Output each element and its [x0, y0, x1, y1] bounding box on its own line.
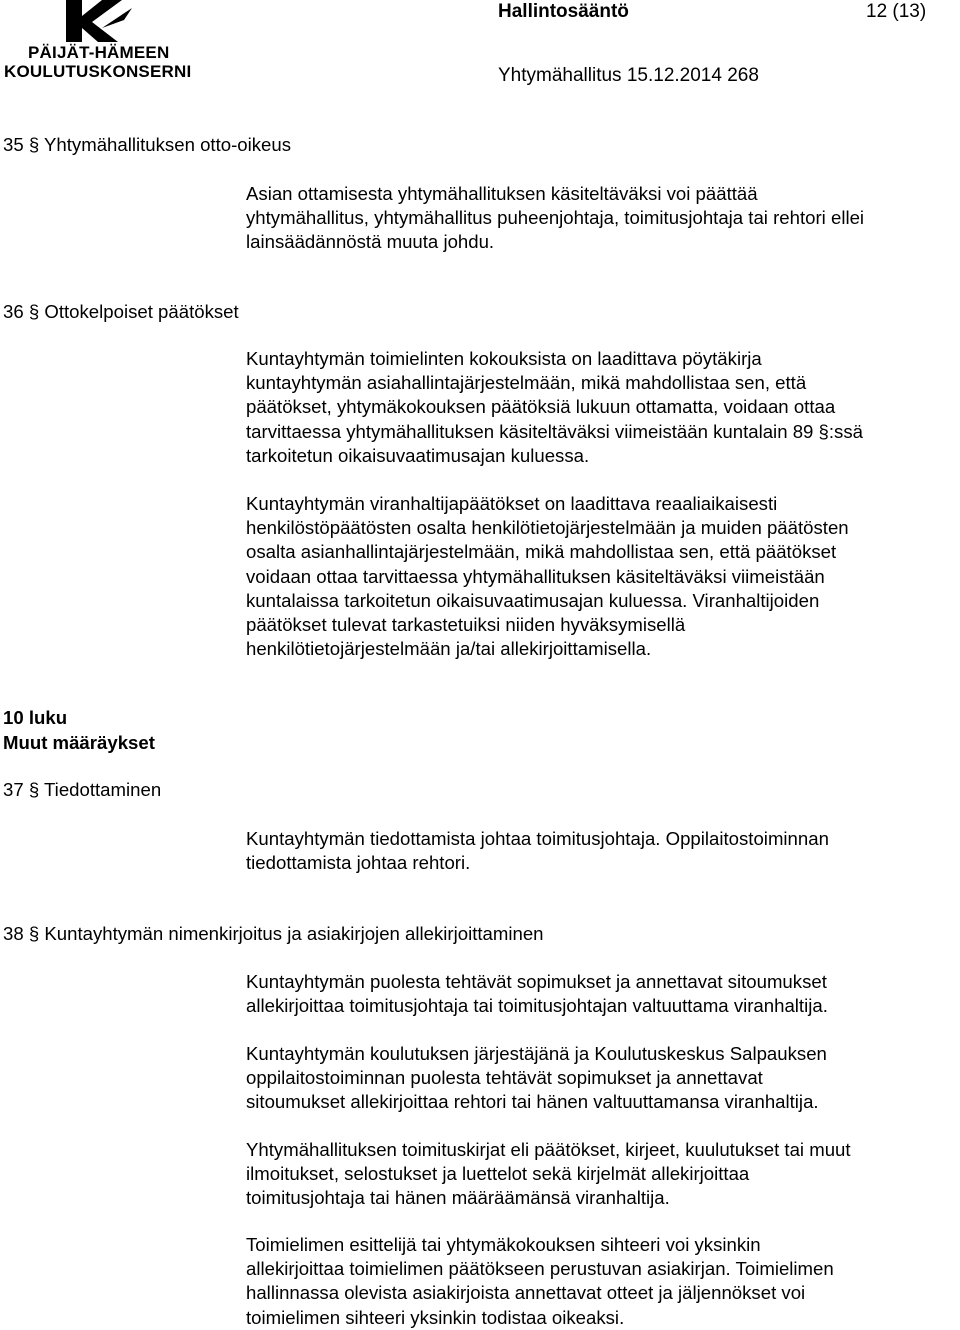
logo-text-line1: PÄIJÄT-HÄMEEN	[28, 43, 170, 62]
paragraph	[246, 827, 946, 875]
text-line: kuntayhtymän asiahallintajärjestelmään, mikä mahdollistaa sen, että	[246, 372, 807, 394]
text-line: Kuntayhtymän koulutuksen järjestäjänä ja Koulutuskeskus Salpauksen	[246, 1043, 827, 1064]
text-line: Toimielimen esittelijä tai yhtymäkokouksen sihteeri voi yksinkin	[246, 1234, 761, 1255]
text-line: tarkoitetun oikaisuvaatimusajan kuluessa.	[246, 444, 590, 466]
paragraph	[246, 1233, 946, 1330]
text-line: toimielimen sihteeri yksinkin todistaa oikeaksi.	[246, 1306, 625, 1328]
text-line: yhtymähallitus, yhtymähallitus puheenjohtaja, toimitusjohtaja tai rehtori ellei	[246, 207, 865, 229]
section-heading-36: 36 § Ottokelpoiset päätökset	[3, 301, 239, 322]
chapter-title: Muut määräykset	[3, 732, 155, 753]
section-heading-38: 38 § Kuntayhtymän nimenkirjoitus ja asiakirjojen allekirjoittaminen	[3, 923, 544, 944]
paragraph	[246, 1138, 946, 1211]
logo-text-line2: KOULUTUSKONSERNI	[4, 62, 192, 81]
page-number: 12 (13)	[866, 1, 927, 22]
text-line: Kuntayhtymän viranhaltijapäätökset on laadittava reaaliaikaisesti	[246, 493, 778, 514]
text-line: Kuntayhtymän toimielinten kokouksista on laadittava pöytäkirja	[246, 348, 762, 369]
text-line: oppilaitostoiminnan puolesta tehtävät sopimukset ja annettavat	[246, 1067, 763, 1089]
text-line: Kuntayhtymän puolesta tehtävät sopimukset ja annettavat sitoumukset	[246, 971, 827, 992]
document-title: Hallintosääntö	[498, 1, 629, 22]
text-line: toimitusjohtaja tai hänen määräämänsä viranhaltija.	[246, 1187, 670, 1209]
text-line: Asian ottamisesta yhtymähallituksen käsiteltäväksi voi päättää	[246, 183, 758, 204]
paragraph	[246, 492, 946, 661]
section-heading-37: 37 § Tiedottaminen	[3, 779, 162, 800]
text-line: sitoumukset allekirjoittaa rehtori tai hänen valtuuttamansa viranhaltija.	[246, 1091, 819, 1113]
text-line: osalta asianhallintajärjestelmään, mikä mahdollistaa sen, että päätökset	[246, 541, 837, 563]
text-line: tiedottamista johtaa rehtori.	[246, 852, 471, 874]
paragraph	[246, 1042, 946, 1115]
text-line: ilmoitukset, selostukset ja luettelot sekä kirjelmät allekirjoittaa	[246, 1163, 750, 1185]
section-heading-35: 35 § Yhtymähallituksen otto-oikeus	[3, 134, 292, 155]
text-line: henkilöstöpäätösten osalta henkilötietojärjestelmään ja muiden päätösten	[246, 517, 849, 539]
meeting-reference: Yhtymähallitus 15.12.2014 268	[498, 65, 759, 86]
text-line: hallinnassa olevista asiakirjoista annettavat otteet ja jäljennökset voi	[246, 1282, 806, 1304]
text-line: Kuntayhtymän tiedottamista johtaa toimitusjohtaja. Oppilaitostoiminnan	[246, 828, 829, 849]
logo-k-icon	[62, 0, 134, 42]
organization-logo	[4, 0, 194, 84]
paragraph	[246, 970, 946, 1018]
text-line: allekirjoittaa toimielimen päätökseen perustuvan asiakirjan. Toimielimen	[246, 1258, 834, 1280]
text-line: voidaan ottaa tarvittaessa yhtymähallituksen käsiteltäväksi viimeistään	[246, 565, 825, 587]
text-line: allekirjoittaa toimitusjohtaja tai toimitusjohtajan valtuuttama viranhaltija.	[246, 995, 828, 1017]
text-line: Yhtymähallituksen toimituskirjat eli päätökset, kirjeet, kuulutukset tai muut	[246, 1139, 851, 1160]
text-line: henkilötietojärjestelmään ja/tai allekirjoittamisella.	[246, 638, 652, 660]
text-line: lainsäädännöstä muuta johdu.	[246, 231, 495, 253]
chapter-number: 10 luku	[3, 707, 68, 728]
text-line: tarvittaessa yhtymähallituksen käsiteltäväksi viimeistään kuntalain 89 §:ssä	[246, 420, 863, 442]
paragraph	[246, 182, 946, 255]
text-line: kuntalaissa tarkoitetun oikaisuvaatimusajan kuluessa. Viranhaltijoiden	[246, 589, 820, 611]
text-line: päätökset tulevat tarkastetuiksi niiden hyväksymisellä	[246, 614, 686, 636]
paragraph	[246, 347, 946, 468]
text-line: päätökset, yhtymäkokouksen päätöksiä lukuun ottamatta, voidaan ottaa	[246, 396, 836, 418]
